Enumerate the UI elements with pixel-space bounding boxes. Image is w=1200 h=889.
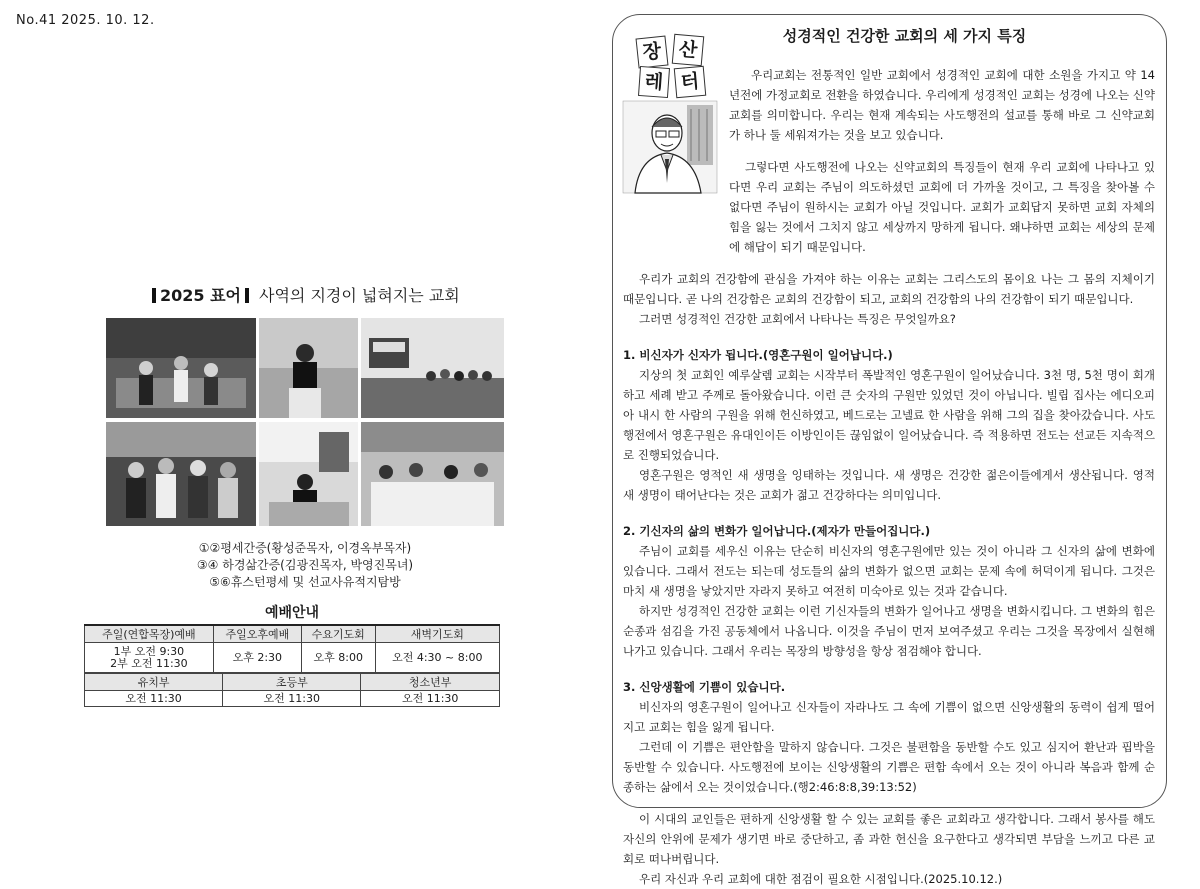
paragraph: 그런데 이 기쁨은 편안함을 말하지 않습니다. 그것은 불편함을 동반할 수도 있고 심지어 환난과 핍박을 동반할 수 있습니다. 사도행전에 보이는 신앙생활의 기쁨은 편함 속에서 오는 것이 아니라 복음과 함께 순종하는 삶에서 오는 것이었습니다.(행2:46:8:8,39:13:52) [623, 740, 1155, 794]
paragraph: 우리가 교회의 건강함에 관심을 가져야 하는 이유는 교회는 그리스도의 몸이요 나는 그 몸의 지체이기 때문입니다. 곧 나의 건강함은 교회의 건강함이 되고, 교회의 건강함의 나의 건강함이 되기 때문입니다. [623, 272, 1155, 306]
paragraph: 하지만 성경적인 건강한 교회는 이런 기신자들의 변화가 일어나고 생명을 변화시킵니다. 그 변화의 힘은 순종과 섬김을 가진 공동체에서 나옵니다. 이것을 주님이 먼저 보여주셨고 우리는 그것을 목장에서 실현해나가고 있습니다. 그래서 우리는 목장의 방향성을 항상 점검해야 합니다. [623, 604, 1155, 658]
caption-line: ①②평세간증(황성준목자, 이경옥부목자) [198, 541, 412, 555]
table-header: 청소년부 [361, 674, 500, 691]
table-cell: 오후 8:00 [301, 643, 375, 673]
table-header: 유치부 [85, 674, 223, 691]
photo-1 [106, 318, 256, 418]
worship-info [84, 602, 500, 707]
photo-6 [361, 422, 504, 526]
table-cell: 오전 11:30 [223, 691, 361, 707]
photo-3 [361, 318, 504, 418]
section-title: 3. 신앙생활에 기쁨이 있습니다. [623, 680, 786, 694]
logo-char: 장 [636, 36, 669, 69]
table-cell: 오전 11:30 [85, 691, 223, 707]
paragraph: 그렇다면 사도행전에 나오는 신약교회의 특징들이 현재 우리 교회에 나타나고 있다면 우리 교회는 주님이 의도하셨던 교회에 더 가까울 것이고, 그 특징을 찾아볼 수 없다면 주님이 원하시는 교회가 아닐 것입니다. 교회가 교회답지 못하면 교회 자체의 힘을 잃는 것에서 그치지 않고 세상까지 망하게 됩니다. 왜냐하면 교회는 세상의 문제에 해답이 되기 때문입니다. [729, 160, 1155, 254]
paragraph: 영혼구원은 영적인 새 생명을 잉태하는 것입니다. 새 생명은 건강한 젊은이들에게서 생산됩니다. 영적 새 생명이 태어난다는 것은 교회가 젊고 건강하다는 의미입니다. [623, 468, 1155, 502]
photo-5 [259, 422, 358, 526]
section-title: 1. 비신자가 신자가 됩니다.(영혼구원이 일어납니다.) [623, 348, 893, 362]
logo-char: 터 [674, 66, 707, 99]
theme-text: 사역의 지경이 넓혀지는 교회 [259, 286, 460, 305]
paragraph: 그러면 성경적인 건강한 교회에서 나타나는 특징은 무엇일까요? [639, 312, 956, 326]
table-header: 새벽기도회 [375, 625, 499, 643]
table-cell: 오전 4:30 ~ 8:00 [375, 643, 499, 673]
table-header: 주일오후예배 [213, 625, 301, 643]
table-cell: 오후 2:30 [213, 643, 301, 673]
section-title: 2. 기신자의 삶의 변화가 일어납니다.(제자가 만들어집니다.) [623, 524, 931, 538]
caption-line: ③④ 하경삶간증(김광진목자, 박영진목녀) [196, 558, 414, 572]
photo-captions [140, 540, 470, 591]
paragraph: 우리 자신과 우리 교회에 대한 점검이 필요한 시점입니다.(2025.10.12.) [639, 872, 1003, 886]
article-body [623, 65, 1155, 889]
logo-char: 산 [672, 34, 705, 67]
heading-bar [245, 288, 249, 303]
worship-table [84, 624, 500, 673]
photo-collage [106, 318, 504, 526]
table-header: 초등부 [223, 674, 361, 691]
table-header: 수요기도회 [301, 625, 375, 643]
sunday-school-table [84, 673, 500, 707]
article-title: 성경적인 건강한 교회의 세 가지 특징 [782, 27, 1027, 45]
column-panel [612, 14, 1167, 886]
issue-number: No.41 2025. 10. 12. [16, 13, 155, 28]
paragraph: 우리교회는 전통적인 일반 교회에서 성경적인 교회에 대한 소원을 가지고 약 14년전에 가정교회로 전환을 하였습니다. 우리에게 성경적인 교회는 성경에 나오는 신약교회를 의미합니다. 우리는 현재 계속되는 사도행전의 설교를 통해 바로 그 신약교회가 하나 둘 세워져가는 것을 보고 있습니다. [729, 68, 1155, 142]
caption-line: ⑤⑥휴스턴평세 및 선교사유적지탐방 [209, 575, 401, 589]
table-header: 주일(연합목장)예배 [85, 625, 214, 643]
logo-char: 레 [638, 66, 670, 98]
photo-2 [259, 318, 358, 418]
theme-heading [148, 283, 478, 306]
table-cell: 1부 오전 9:30 2부 오전 11:30 [85, 643, 214, 673]
paragraph: 주님이 교회를 세우신 이유는 단순히 비신자의 영혼구원에만 있는 것이 아니라 그 신자의 삶에 변화에 있습니다. 그래서 전도는 되는데 성도들의 삶의 변화가 없으면 교회는 문제 속에 허덕이게 됩니다. 그것은 마치 새 생명을 낳았지만 자라지 못하고 여전히 미숙아로 있는 것과 같습니다. [623, 544, 1155, 598]
photo-4 [106, 422, 256, 526]
theme-label: 2025 표어 [160, 286, 242, 305]
heading-bar [152, 288, 156, 303]
paragraph: 지상의 첫 교회인 예루살렘 교회는 시작부터 폭발적인 영혼구원이 일어났습니다. 3천 명, 5천 명이 회개하고 세례 받고 주께로 돌아왔습니다. 이런 큰 숫자의 구원만 있었던 것이 아닙니다. 빌립 집사는 에디오피아 내시 한 사람의 구원을 위해 헌신하였고, 베드로는 고넬료 한 사람을 위해 그의 집을 찾아갔습니다. 사도행전에서 영혼구원은 유대인이든 이방인이든 끊임없이 일어났습니다. 즉 적용하면 전도는 선교든 지속적으로 진행되었습니다. [623, 368, 1155, 462]
table-cell: 오전 11:30 [361, 691, 500, 707]
worship-title: 예배안내 [264, 605, 320, 621]
paragraph: 비신자의 영혼구원이 일어나고 신자들이 자라나도 그 속에 기쁨이 없으면 신앙생활의 동력이 쉽게 떨어지고 교회는 힘을 잃게 됩니다. [623, 700, 1155, 734]
paragraph: 이 시대의 교인들은 편하게 신앙생활 할 수 있는 교회를 좋은 교회라고 생각합니다. 그래서 봉사를 해도 자신의 안위에 문제가 생기면 바로 중단하고, 좀 과한 헌신을 요구한다고 생각되면 부담을 느끼고 다른 교회로 떠나버립니다. [623, 812, 1155, 866]
